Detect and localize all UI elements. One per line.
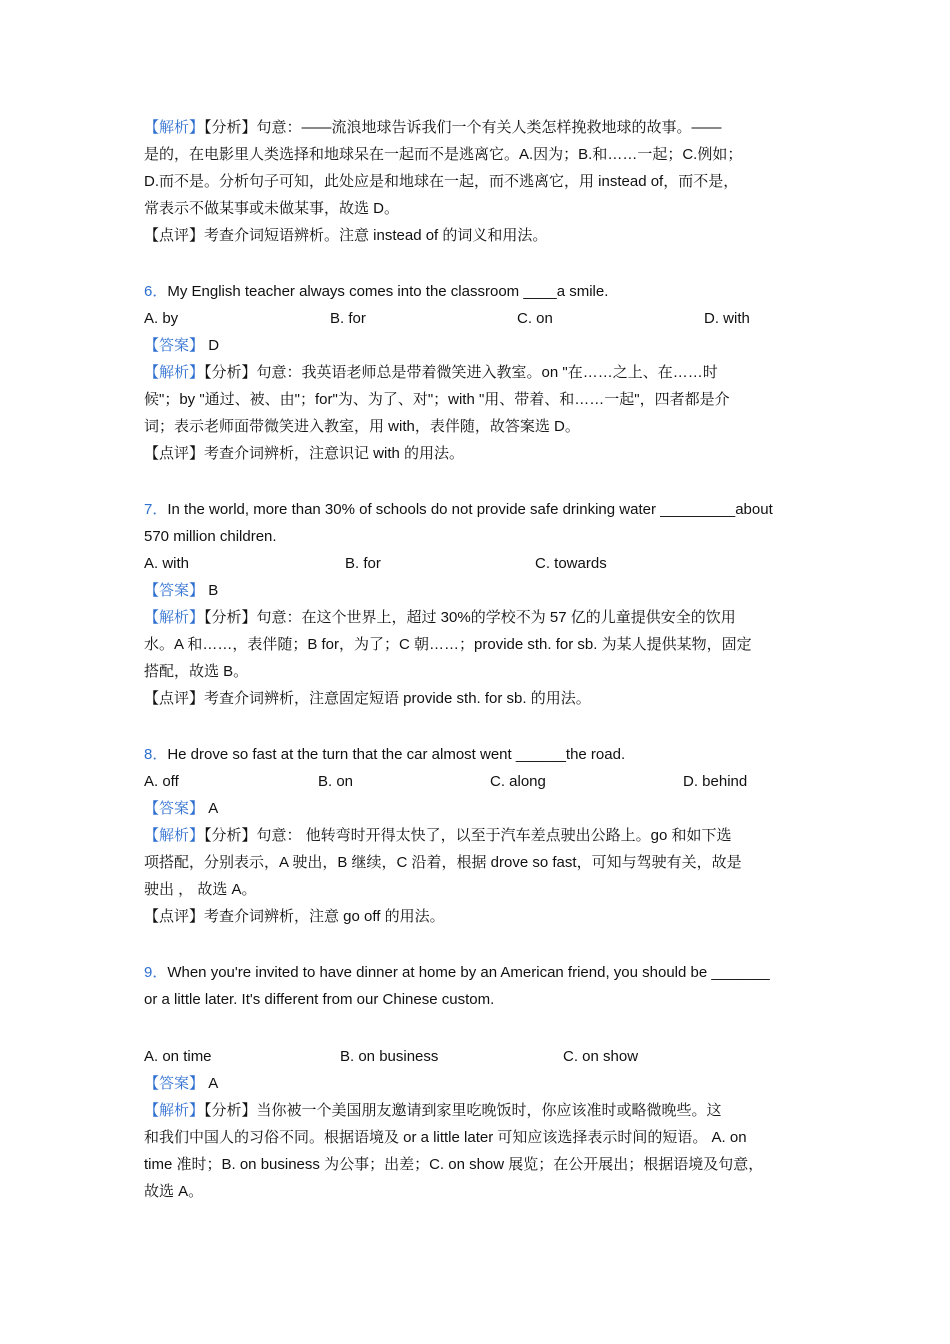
option-d: D. behind <box>683 773 748 790</box>
answer-tag: 【答案】 <box>144 337 205 354</box>
analysis-line: 【解析】【分析】句意：在这个世界上，超过 30%的学校不为 57 亿的儿童提供安全的饮用 <box>144 609 736 626</box>
question-number: 9． <box>144 964 168 981</box>
option-b: B. for <box>330 310 366 327</box>
analysis-line: time 准时；B. on business 为公事；出差；C. on show 展览；在公开展出；根据语境及句意， <box>144 1156 764 1173</box>
analysis-line: D.而不是。分析句子可知，此处应是和地球在一起，而不逃离它，用 instead of，而不是， <box>144 173 739 190</box>
answer-line: 【答案】 A <box>144 800 219 817</box>
analysis-tag: 【解析】 <box>144 364 205 381</box>
analysis-line: 候"；by "通过、被、由"；for"为、为了、对"；with "用、带着、和……一起"，四者都是介 <box>144 391 730 408</box>
question-stem: 8．He drove so fast at the turn that the car almost went ______the road. <box>144 746 626 763</box>
options-row <box>144 768 809 795</box>
spacer <box>144 712 809 741</box>
comment-line: 【点评】考查介词辨析，注意识记 with 的用法。 <box>144 445 465 462</box>
answer-line: 【答案】 D <box>144 337 220 354</box>
spacer <box>144 249 809 278</box>
options-row <box>144 550 809 577</box>
analysis-tag: 【解析】 <box>144 1102 205 1119</box>
comment-line: 【点评】考查介词辨析，注意 go off 的用法。 <box>144 908 445 925</box>
analysis-line: 【解析】【分析】句意：我英语老师总是带着微笑进入教室。on "在……之上、在……时 <box>144 364 718 381</box>
analysis-line: 【解析】【分析】句意： 他转弯时开得太快了，以至于汽车差点驶出公路上。go 和如下选 <box>144 827 732 844</box>
question-number: 6． <box>144 283 168 300</box>
analysis-line: 水。A 和……，表伴随；B for，为了；C 朝……；provide sth. for sb. 为某人提供某物，固定 <box>144 636 752 653</box>
options-row <box>144 305 809 332</box>
option-c: C. towards <box>535 555 607 572</box>
option-c: C. on show <box>563 1048 639 1065</box>
comment-line: 【点评】考查介词短语辨析。注意 instead of 的词义和用法。 <box>144 227 548 244</box>
option-c: C. on <box>517 310 553 327</box>
answer-line: 【答案】 B <box>144 582 219 599</box>
option-a: A. by <box>144 310 179 327</box>
question-number: 8． <box>144 746 168 763</box>
analysis-line: 常表示不做某事或未做某事，故选 D。 <box>144 200 400 217</box>
answer-tag: 【答案】 <box>144 582 205 599</box>
options-row <box>144 1043 809 1070</box>
option-c: C. along <box>490 773 546 790</box>
question-stem: 7．In the world, more than 30% of schools do not provide safe drinking water _________about <box>144 501 773 518</box>
question-stem-cont: or a little later. It's different from our Chinese custom. <box>144 991 495 1008</box>
answer-tag: 【答案】 <box>144 1075 205 1092</box>
analysis-line: 和我们中国人的习俗不同。根据语境及 or a little later 可知应该选择表示时间的短语。 A. on <box>144 1129 747 1146</box>
option-b: B. for <box>345 555 381 572</box>
analysis-line: 词；表示老师面带微笑进入教室，用 with，表伴随，故答案选 D。 <box>144 418 580 435</box>
answer-line: 【答案】 A <box>144 1075 219 1092</box>
analysis-tag: 【解析】 <box>144 119 205 136</box>
spacer <box>144 1013 809 1043</box>
question-number: 7． <box>144 501 168 518</box>
analysis-line: 【解析】【分析】当你被一个美国朋友邀请到家里吃晚饭时，你应该准时或略微晚些。这 <box>144 1102 722 1119</box>
analysis-line: 驶出 ， 故选 A。 <box>144 881 257 898</box>
option-a: A. on time <box>144 1048 212 1065</box>
question-stem: 6．My English teacher always comes into the classroom ____a smile. <box>144 283 609 300</box>
comment-line: 【点评】考查介词辨析，注意固定短语 provide sth. for sb. 的用法。 <box>144 690 591 707</box>
spacer <box>144 467 809 496</box>
analysis-line: 项搭配，分别表示，A 驶出，B 继续，C 沿着，根据 drove so fast，可知与驾驶有关，故是 <box>144 854 742 871</box>
question-stem-cont: 570 million children. <box>144 528 277 545</box>
option-b: B. on <box>318 773 354 790</box>
option-a: A. off <box>144 773 179 790</box>
option-b: B. on business <box>340 1048 439 1065</box>
option-a: A. with <box>144 555 190 572</box>
analysis-line: 搭配，故选 B。 <box>144 663 249 680</box>
option-d: D. with <box>704 310 750 327</box>
analysis-tag: 【解析】 <box>144 609 205 626</box>
analysis-line: 故选 A。 <box>144 1183 204 1200</box>
answer-tag: 【答案】 <box>144 800 205 817</box>
analysis-line: 是的，在电影里人类选择和地球呆在一起而不是逃离它。A.因为；B.和……一起；C.例如； <box>144 146 743 163</box>
document-page <box>144 114 809 1205</box>
spacer <box>144 930 809 959</box>
question-stem: 9．When you're invited to have dinner at home by an American friend, you should be _______ <box>144 964 770 981</box>
analysis-line: 【解析】【分析】句意：——流浪地球告诉我们一个有关人类怎样挽救地球的故事。—— <box>144 119 722 136</box>
analysis-tag: 【解析】 <box>144 827 205 844</box>
